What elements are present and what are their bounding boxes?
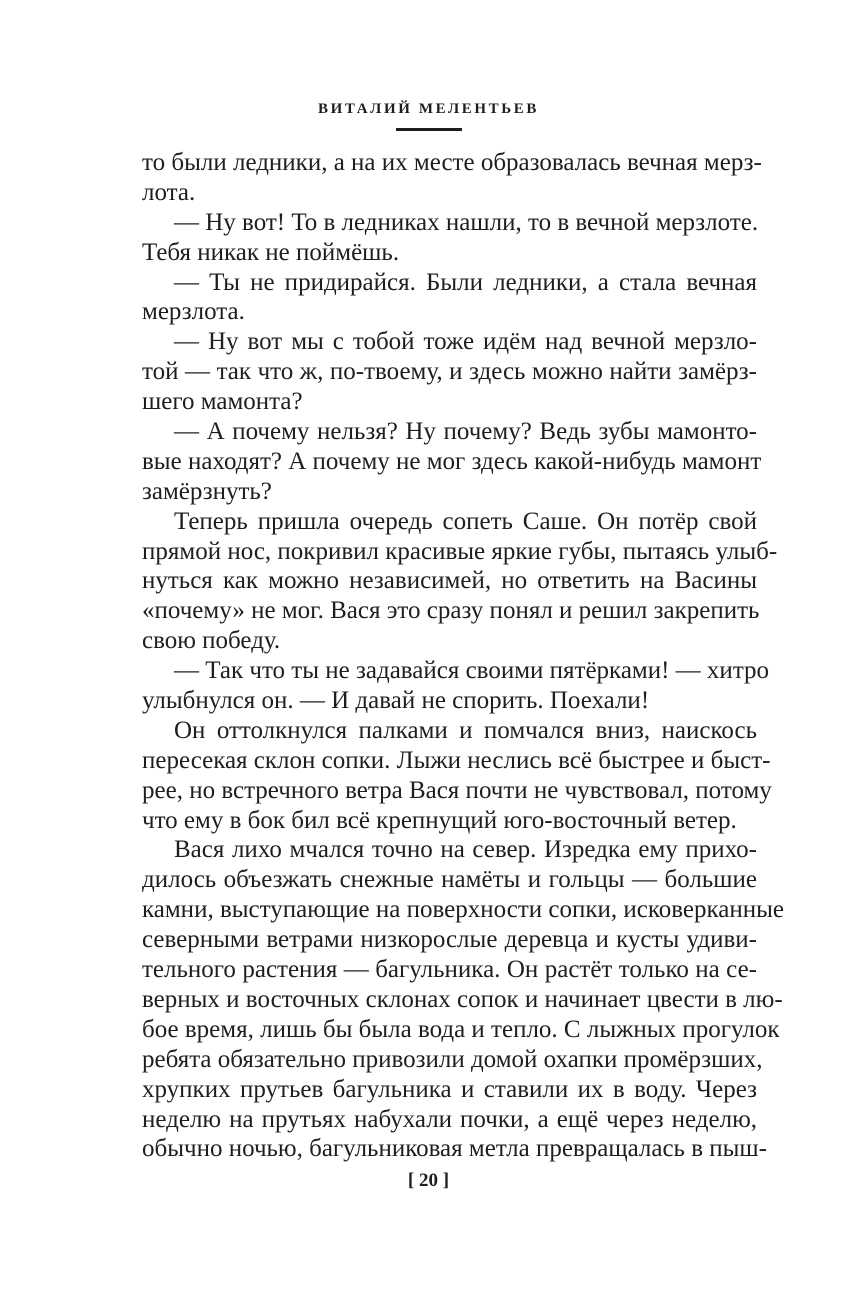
text-line: мерзлота.: [142, 298, 245, 326]
text-line: Теперь пришла очередь сопеть Саше. Он потёр свой: [174, 507, 757, 535]
text-line: хрупких прутьев багульника и ставили их в воду. Через: [142, 1075, 757, 1103]
text-line: замёрзнуть?: [142, 477, 272, 505]
text-line: шего мамонта?: [142, 388, 303, 416]
running-head-author: ВИТАЛИЙ МЕЛЕНТЬЕВ: [318, 101, 539, 117]
text-line: лота.: [142, 178, 196, 206]
text-line: улыбнулся он. — И давай не спорить. Поехали!: [142, 687, 650, 715]
text-line: «почему» не мог. Вася это сразу понял и решил закрепить: [142, 597, 760, 625]
text-line: свою победу.: [142, 627, 281, 655]
header-rule: [396, 128, 462, 131]
text-line: — Ты не придирайся. Были ледники, а стала вечная: [174, 268, 757, 296]
text-line: — Ну вот мы с тобой тоже идём над вечной мерзло-: [174, 328, 757, 356]
text-line: камни, выступающие на поверхности сопки, исковерканные: [142, 896, 784, 924]
text-line: бое время, лишь бы была вода и тепло. С лыжных прогулок: [142, 1015, 780, 1043]
text-line: Вася лихо мчался точно на север. Изредка ему прихо-: [174, 836, 757, 864]
text-line: что ему в бок бил всё крепнущий юго-восточный ветер.: [142, 806, 737, 834]
text-line: верных и восточных склонах сопок и начинает цвести в лю-: [142, 985, 783, 1013]
body-text: [142, 148, 784, 1164]
text-line: дилось объезжать снежные намёты и гольцы — большие: [142, 866, 757, 894]
text-line: Тебя никак не поймёшь.: [142, 238, 400, 266]
text-line: вые находят? А почему не мог здесь какой-нибудь мамонт: [142, 447, 762, 475]
text-line: прямой нос, покривил красивые яркие губы, пытаясь улыб-: [142, 537, 778, 565]
text-line: то были ледники, а на их месте образовалась вечная мерз-: [142, 149, 762, 176]
text-line: ребята обязательно привозили домой охапки промёрзших,: [142, 1045, 763, 1073]
text-line: — А почему нельзя? Ну почему? Ведь зубы мамонто-: [174, 418, 757, 446]
text-line: неделю на прутьях набухали почки, а ещё через неделю,: [142, 1105, 757, 1133]
text-line: пересекая склон сопки. Лыжи неслись всё быстрее и быст-: [142, 746, 771, 774]
text-line: той — так что ж, по-твоему, и здесь можно найти замёрз-: [142, 358, 757, 386]
text-line: тельного растения — багульника. Он растёт только на се-: [142, 956, 757, 984]
text-line: нуться как можно независимей, но ответить на Васины: [142, 567, 757, 595]
text-line: — Ну вот! То в ледниках нашли, то в вечной мерзлоте.: [174, 208, 759, 236]
text-line: — Так что ты не задавайся своими пятёрками! — хитро: [174, 657, 770, 685]
text-line: Он оттолкнулся палками и помчался вниз, наискось: [174, 716, 757, 744]
text-line: северными ветрами низкорослые деревца и кусты удиви-: [142, 926, 757, 954]
text-line: рее, но встречного ветра Вася почти не чувствовал, потому: [142, 776, 772, 804]
page-number: [ 20 ]: [407, 1170, 450, 1191]
text-line: обычно ночью, багульниковая метла превращалась в пыш-: [142, 1135, 768, 1163]
